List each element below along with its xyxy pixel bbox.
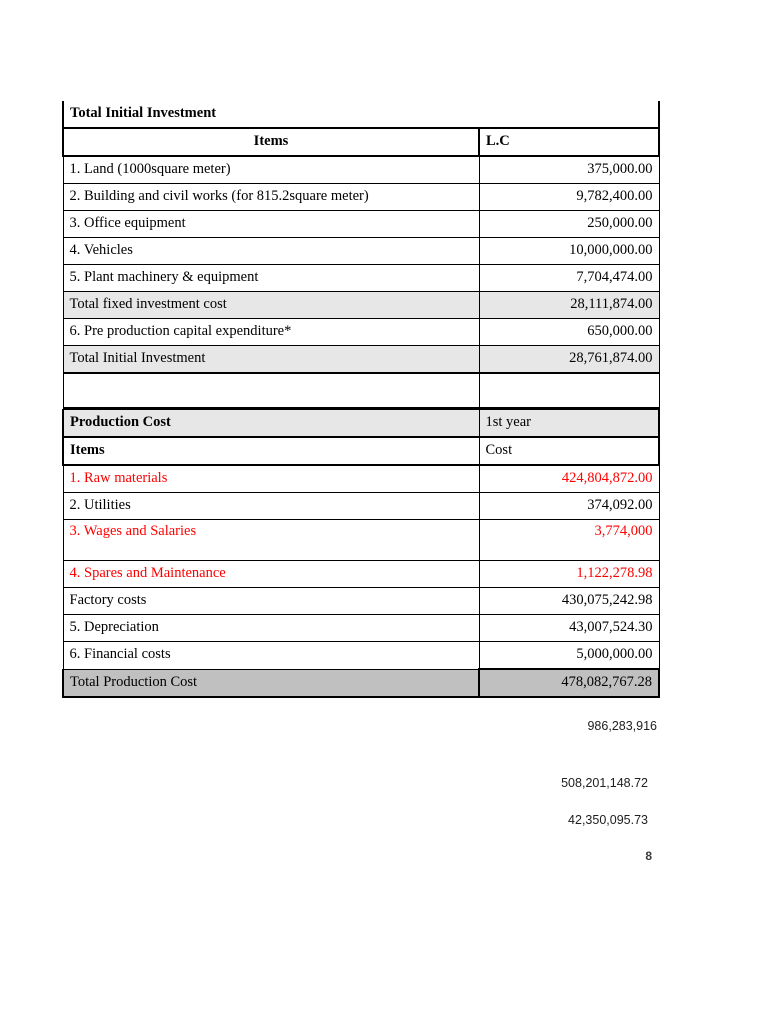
spacer-row <box>63 373 659 408</box>
table-header-row <box>63 128 659 156</box>
row-value: 43,007,524.30 <box>479 615 659 642</box>
column-header-items: Items <box>63 437 479 465</box>
row-label: 2. Utilities <box>63 493 479 520</box>
subtotal-row-factory-costs <box>63 588 659 615</box>
row-label: 4. Spares and Maintenance <box>63 561 479 588</box>
row-label: 1. Raw materials <box>63 465 479 493</box>
table-row <box>63 493 659 520</box>
table-row <box>63 561 659 588</box>
tables-container <box>62 101 658 698</box>
row-value: 5,000,000.00 <box>479 642 659 670</box>
table-title-row <box>63 101 659 128</box>
row-value: 430,075,242.98 <box>479 588 659 615</box>
row-value: 9,782,400.00 <box>479 184 659 211</box>
total-production-cost-value: 478,082,767.28 <box>479 669 659 697</box>
page-number: 8 <box>645 849 652 863</box>
production-cost-title-row <box>63 410 659 438</box>
total-row-initial-investment <box>63 346 659 374</box>
row-label: 1. Land (1000square meter) <box>63 156 479 184</box>
production-cost-header-row <box>63 437 659 465</box>
table-row <box>63 465 659 493</box>
table-row <box>63 211 659 238</box>
row-label: 4. Vehicles <box>63 238 479 265</box>
column-header-cost: Cost <box>479 437 659 465</box>
row-value: 375,000.00 <box>479 156 659 184</box>
table-row <box>63 184 659 211</box>
initial-investment-table <box>62 101 660 409</box>
row-label: 5. Plant machinery & equipment <box>63 265 479 292</box>
row-value: 10,000,000.00 <box>479 238 659 265</box>
row-value: 650,000.00 <box>479 319 659 346</box>
row-label: 3. Wages and Salaries <box>63 520 479 561</box>
subtotal-row-fixed-investment <box>63 292 659 319</box>
row-value: 3,774,000 <box>479 520 659 561</box>
production-cost-period: 1st year <box>479 410 659 438</box>
table-row <box>63 238 659 265</box>
total-production-cost-label: Total Production Cost <box>63 669 479 697</box>
loose-figure-2: 508,201,148.72 <box>561 776 648 790</box>
column-header-items: Items <box>63 128 479 156</box>
spacer-cell-right <box>479 373 659 408</box>
row-label: Factory costs <box>63 588 479 615</box>
row-value: 28,111,874.00 <box>479 292 659 319</box>
table-row <box>63 615 659 642</box>
table-row <box>63 319 659 346</box>
loose-figure-3: 42,350,095.73 <box>568 813 648 827</box>
row-value: 7,704,474.00 <box>479 265 659 292</box>
row-label: 5. Depreciation <box>63 615 479 642</box>
total-production-cost-row <box>63 669 659 697</box>
row-label: 6. Pre production capital expenditure* <box>63 319 479 346</box>
row-value: 424,804,872.00 <box>479 465 659 493</box>
row-value: 250,000.00 <box>479 211 659 238</box>
table-row <box>63 156 659 184</box>
row-label: 3. Office equipment <box>63 211 479 238</box>
row-label: Total Initial Investment <box>63 346 479 374</box>
row-value: 1,122,278.98 <box>479 561 659 588</box>
table-row <box>63 642 659 670</box>
table-row <box>63 265 659 292</box>
production-cost-title: Production Cost <box>63 410 479 438</box>
loose-figure-1: 986,283,916 <box>587 719 657 733</box>
spacer-cell-left <box>63 373 479 408</box>
table-row <box>63 520 659 561</box>
row-label: Total fixed investment cost <box>63 292 479 319</box>
row-label: 6. Financial costs <box>63 642 479 670</box>
row-value: 28,761,874.00 <box>479 346 659 374</box>
row-value: 374,092.00 <box>479 493 659 520</box>
production-cost-table <box>62 409 660 698</box>
initial-investment-title: Total Initial Investment <box>63 101 659 128</box>
row-label: 2. Building and civil works (for 815.2square meter) <box>63 184 479 211</box>
column-header-lc: L.C <box>479 128 659 156</box>
